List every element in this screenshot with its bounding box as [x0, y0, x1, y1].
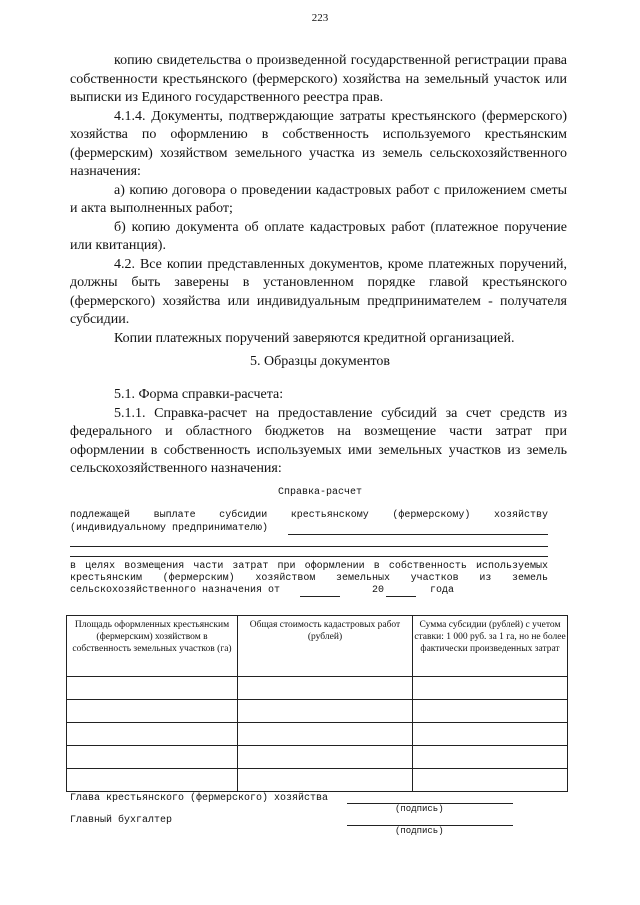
header-area: Площадь оформленных крестьянским (фермерским) хозяйством в собственность земельных участков (га): [67, 616, 238, 677]
table-cell[interactable]: [238, 769, 413, 792]
table-row: [67, 769, 568, 792]
table-cell[interactable]: [67, 700, 238, 723]
table-cell[interactable]: [413, 769, 568, 792]
paragraph-copies: Копии платежных поручений заверяются кредитной организацией.: [114, 330, 515, 346]
table-row: [67, 700, 568, 723]
form-line-5-start: сельскохозяйственного назначения от: [70, 585, 281, 596]
recipient-name-line[interactable]: [288, 534, 548, 535]
form-line-1: подлежащей выплате субсидии крестьянскому (фермерскому) хозяйству: [70, 510, 548, 521]
table-header-row: [67, 616, 568, 677]
table-cell[interactable]: [238, 746, 413, 769]
table-cell[interactable]: [67, 723, 238, 746]
accountant-signature-label: Главный бухгалтер: [70, 815, 173, 826]
table-row: [67, 746, 568, 769]
form-year-suffix: года: [430, 585, 455, 596]
table-row: [67, 723, 568, 746]
recipient-line-3[interactable]: [70, 556, 548, 557]
form-line-3: в целях возмещения части затрат при оформлении в собственность используемых: [70, 561, 548, 572]
table-row: [67, 677, 568, 700]
head-signature-label: Глава крестьянского (фермерского) хозяйства: [70, 793, 329, 804]
table-cell[interactable]: [67, 677, 238, 700]
form-year-prefix: 20: [372, 585, 385, 596]
form-title: Справка-расчет: [277, 487, 362, 498]
form-line-2: (индивидуальному предпринимателю): [70, 523, 269, 534]
subsidy-table: [66, 615, 568, 792]
date-day-line[interactable]: [300, 596, 340, 597]
paragraph-certificate-copy: копию свидетельства о произведенной государственной регистрации права собственности крестьянского (фермерского) хозяйства на земельный участок или выписки из Единого государственного реестра прав.: [70, 53, 567, 105]
table-cell[interactable]: [413, 746, 568, 769]
section-title: 5. Образцы документов: [249, 354, 391, 369]
paragraph-5-1: 5.1. Форма справки-расчета:: [114, 387, 284, 402]
header-cost: Общая стоимость кадастровых работ (рублей): [238, 616, 413, 677]
head-signature-caption: (подпись): [395, 804, 444, 814]
paragraph-5-1-1: 5.1.1. Справка-расчет на предоставление субсидий за счет средств из федерального и областного бюджетов на возмещение части затрат при оформлении в собственность используемых ими земельных участков из земель сельскохозяйственного назначения:: [70, 405, 567, 476]
item-a: а) копию договора о проведении кадастровых работ с приложением сметы и акта выполненных работ;: [70, 182, 567, 216]
paragraph-4-2: 4.2. Все копии представленных документов, кроме платежных поручений, должны быть заверены в установленном порядке главой крестьянского (фермерского) хозяйства или индивидуальным предпринимателем - получателя субсидии.: [70, 256, 567, 327]
date-year-line[interactable]: [386, 596, 416, 597]
section-5-text: [70, 386, 567, 479]
accountant-signature-caption: (подпись): [395, 826, 444, 836]
section-4-text: [70, 52, 567, 348]
recipient-line-2[interactable]: [70, 546, 548, 547]
header-subsidy: Сумма субсидии (рублей) с учетом ставки: 1 000 руб. за 1 га, но не более фактически произведенных затрат: [413, 616, 568, 677]
table-cell[interactable]: [238, 677, 413, 700]
table-cell[interactable]: [413, 700, 568, 723]
paragraph-4-1-4: 4.1.4. Документы, подтверждающие затраты крестьянского (фермерского) хозяйства по оформлению в собственность используемого крестьянским (фермерским) хозяйством земельного участка из земель сельскохозяйственного назначения:: [70, 108, 567, 179]
table-cell[interactable]: [413, 677, 568, 700]
item-b: б) копию документа об оплате кадастровых работ (платежное поручение или квитанция).: [70, 219, 567, 253]
table-cell[interactable]: [67, 746, 238, 769]
table-cell[interactable]: [238, 723, 413, 746]
page-number: 223: [311, 12, 329, 24]
table-cell[interactable]: [413, 723, 568, 746]
table-cell[interactable]: [238, 700, 413, 723]
table-cell[interactable]: [67, 769, 238, 792]
form-line-4: крестьянским (фермерским) хозяйством земельных участков из земель: [70, 573, 548, 584]
